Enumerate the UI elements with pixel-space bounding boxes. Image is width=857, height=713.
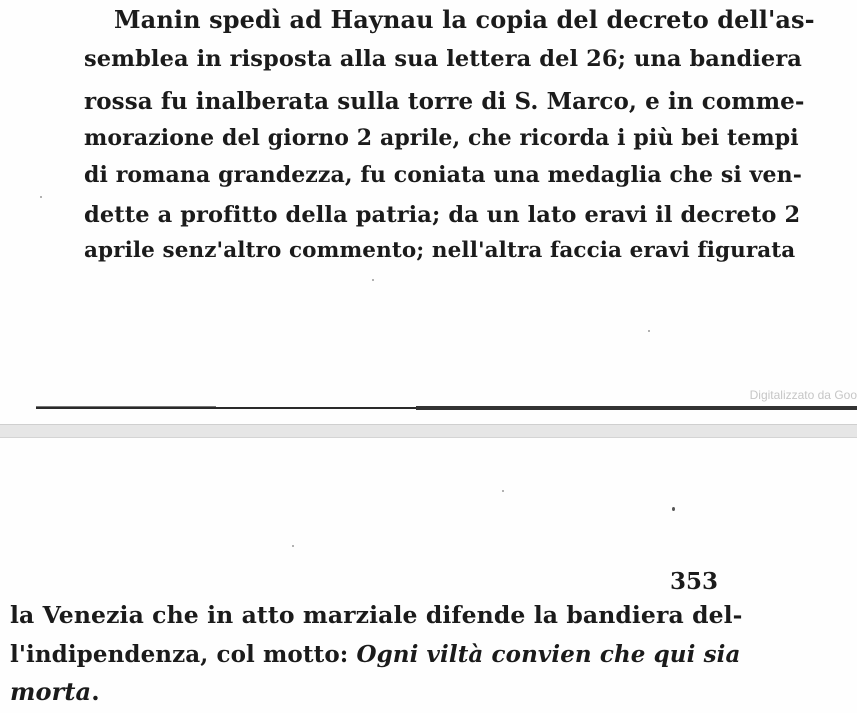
page-separator [0,424,857,438]
scan-speck [40,196,42,198]
page-number: 353 [670,568,719,595]
text-line-2: semblea in risposta alla sua lettera del 26; una bandiera [84,46,802,72]
text-line-7: aprile senz'altro commento; nell'altra faccia eravi figurata [84,238,796,263]
digitization-watermark: Digitalizzato da Goo [749,388,857,402]
page-edge-rule [36,405,857,411]
text-line-4: morazione del giorno 2 aprile, che ricorda i più bei tempi [84,125,799,151]
text-line-1: Manin spedì ad Haynau la copia del decreto dell'as- [114,5,815,34]
page-bottom [0,438,857,713]
scan-speck [292,545,294,547]
text-line-8: la Venezia che in atto marziale difende la bandiera del- [10,601,743,629]
text-line-9-plain: l'indipendenza, col motto: [10,641,357,668]
text-line-10 [10,677,100,706]
scan-speck [648,330,650,332]
text-line-10-end: . [91,677,100,706]
text-line-9 [10,643,740,666]
scan-speck [372,279,374,281]
text-line-6: dette a profitto della patria; da un lato eravi il decreto 2 [84,202,801,228]
text-line-3: rossa fu inalberata sulla torre di S. Marco, e in comme- [84,88,805,115]
text-line-5: di romana grandezza, fu coniata una medaglia che si ven- [84,162,802,188]
scan-speck [672,507,675,511]
motto-italic-end: morta [10,677,92,706]
motto-italic: Ogni viltà convien che qui sia [356,641,741,668]
scan-speck [502,490,504,492]
